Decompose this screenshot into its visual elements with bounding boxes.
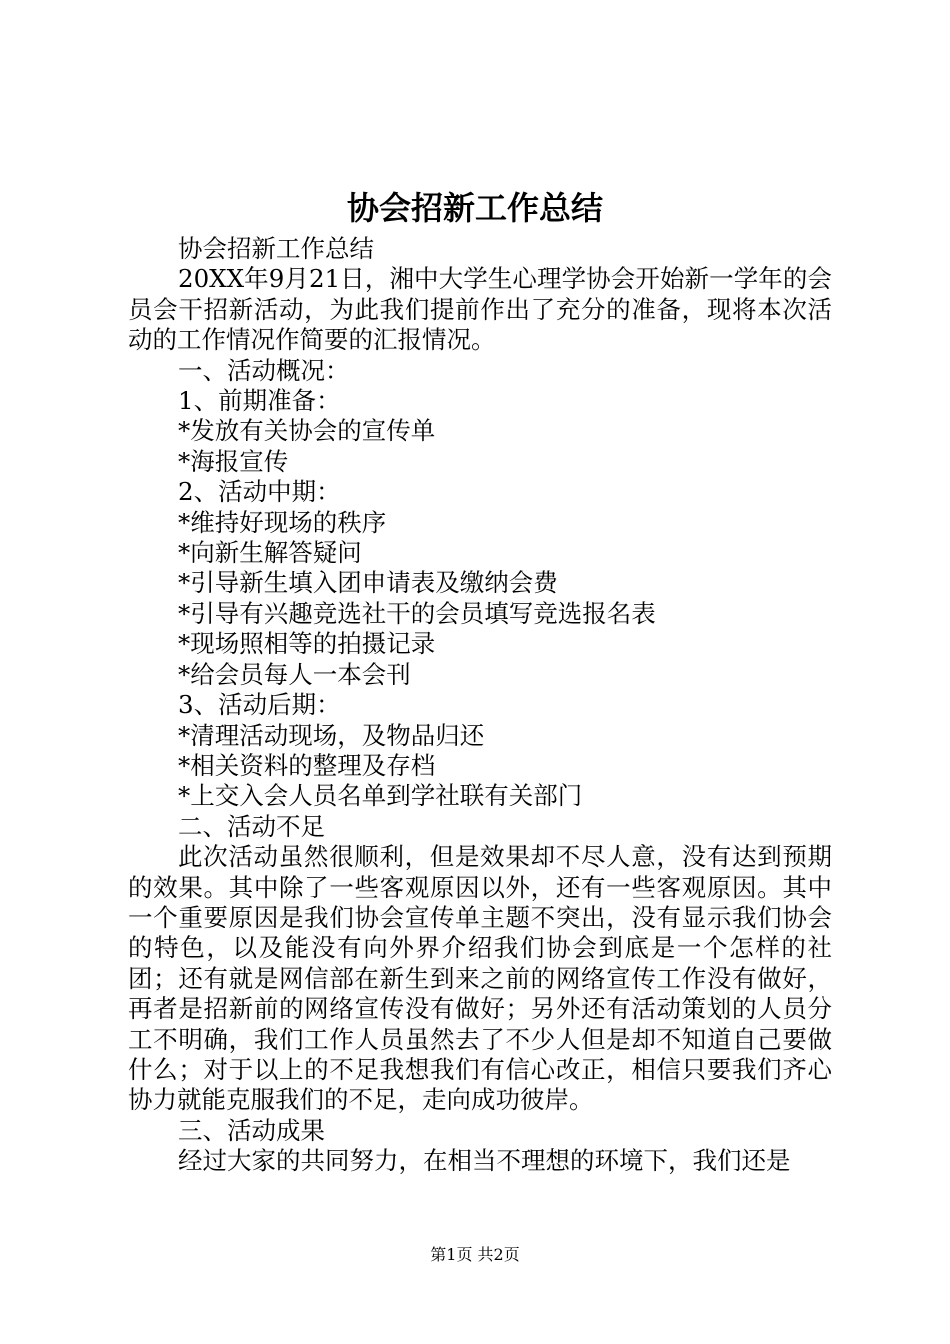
list-item: *向新生解答疑问	[178, 538, 362, 568]
list-item: *相关资料的整理及存档	[178, 750, 436, 780]
paragraph: 协会招新工作总结	[178, 234, 374, 263]
list-item: 三、活动成果	[178, 1115, 325, 1145]
list-item: 3、活动后期：	[178, 690, 341, 720]
paragraph: 20XX年9月21日，湘中大学生心理学协会开始新一学年的会员会干招新活动，为此我们提前作出了充分的准备，现将本次活动的工作情况作简要的汇报情况。	[128, 264, 832, 355]
list-item: *上交入会人员名单到学社联有关部门	[178, 781, 583, 811]
list-item: *海报宣传	[178, 446, 289, 476]
list-item: *引导有兴趣竞选社干的会员填写竞选报名表	[178, 598, 656, 628]
list-item: 2、活动中期：	[178, 477, 341, 507]
document-title: 协会招新工作总结	[346, 189, 603, 227]
list-item: 二、活动不足	[178, 811, 325, 841]
document-body	[128, 234, 832, 1177]
list-item: *给会员每人一本会刊	[178, 659, 411, 689]
paragraph: 经过大家的共同努力，在相当不理想的环境下，我们还是	[178, 1146, 791, 1176]
list-item: *维持好现场的秩序	[178, 507, 387, 537]
list-item: 1、前期准备：	[178, 386, 341, 416]
list-item: *现场照相等的拍摄记录	[178, 629, 436, 659]
list-item: *引导新生填入团申请表及缴纳会费	[178, 568, 558, 598]
list-item: *发放有关协会的宣传单	[178, 416, 436, 446]
page-footer: 第1页 共2页	[430, 1245, 520, 1264]
list-item: 一、活动概况：	[178, 355, 350, 385]
list-item: *清理活动现场，及物品归还	[178, 720, 485, 750]
paragraph: 此次活动虽然很顺利，但是效果却不尽人意，没有达到预期的效果。其中除了一些客观原因以外，还有一些客观原因。其中一个重要原因是我们协会宣传单主题不突出，没有显示我们协会的特色，以及能没有向外界介绍我们协会到底是一个怎样的社团；还有就是网信部在新生到来之前的网络宣传工作没有做好，再者是招新前的网络宣传没有做好；另外还有活动策划的人员分工不明确，我们工作人员虽然去了不少人但是却不知道自己要做什么；对于以上的不足我想我们有信心改正，相信只要我们齐心协力就能克服我们的不足，走向成功彼岸。	[128, 842, 832, 1115]
